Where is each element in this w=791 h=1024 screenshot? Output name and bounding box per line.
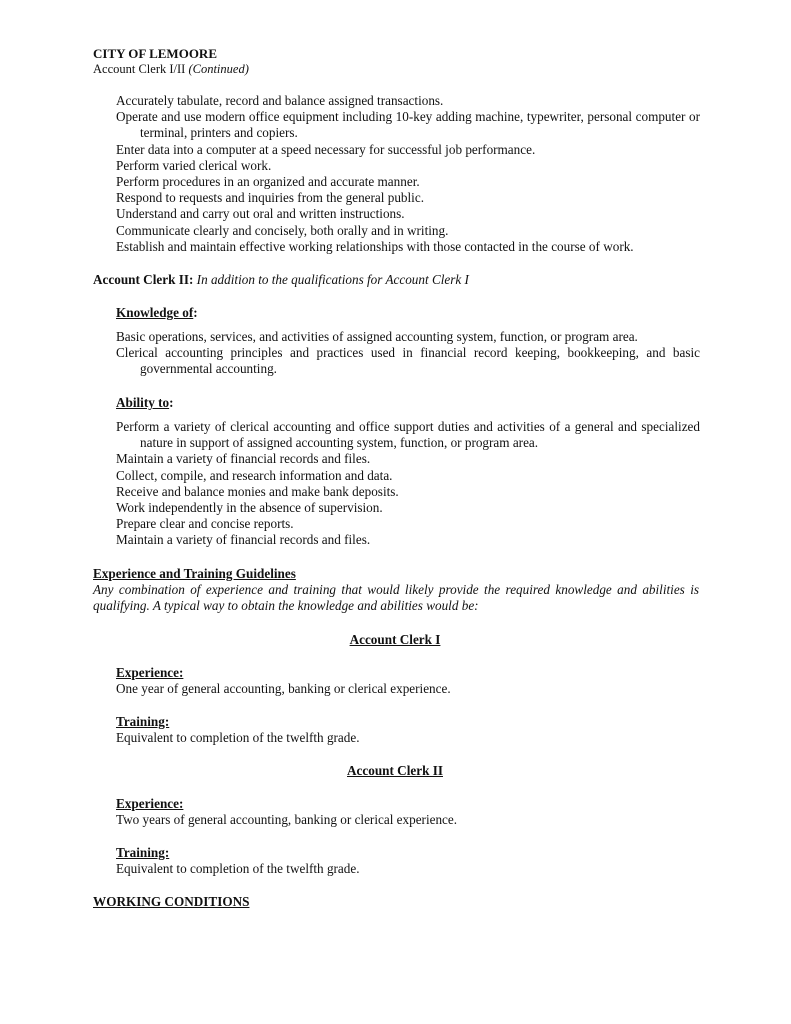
list-item: Work independently in the absence of supervision. <box>116 500 383 516</box>
clerk2-training-text: Equivalent to completion of the twelfth grade. <box>116 861 360 876</box>
ability-list-clerk1 <box>116 93 700 255</box>
list-item: Communicate clearly and concisely, both orally and in writing. <box>116 222 449 238</box>
header-subtitle <box>93 62 249 77</box>
list-item: Understand and carry out oral and written instructions. <box>116 206 405 222</box>
page-header <box>93 46 249 77</box>
working-conditions-heading: WORKING CONDITIONS <box>93 894 250 909</box>
list-item: Maintain a variety of financial records and files. <box>116 532 371 548</box>
list-item: Maintain a variety of financial records and files. <box>116 451 371 467</box>
clerk1-experience-label: Experience: <box>116 665 184 680</box>
list-item: Basic operations, services, and activities of assigned accounting system, function, or program area. <box>116 329 638 344</box>
ability-heading <box>116 395 174 411</box>
list-item: Collect, compile, and research information and data. <box>116 467 393 483</box>
clerk2-training-label: Training: <box>116 845 170 860</box>
clerk1-training-text: Equivalent to completion of the twelfth grade. <box>116 730 360 745</box>
list-item: Respond to requests and inquiries from the general public. <box>116 190 425 206</box>
header-subtitle-text: Account Clerk I/II <box>93 62 186 76</box>
ability-list-clerk2 <box>116 419 700 549</box>
clerk1-title: Account Clerk I <box>349 632 441 647</box>
list-item: Establish and maintain effective working relationships with those contacted in the course of work. <box>116 238 634 254</box>
knowledge-heading-text: Knowledge of <box>116 305 194 320</box>
list-item: Prepare clear and concise reports. <box>116 516 294 532</box>
header-title: CITY OF LEMOORE <box>93 46 217 61</box>
experience-training-intro: Any combination of experience and training that would likely provide the required knowledge and abilities is qualifying. A typical way to obtain the knowledge and abilities would be: <box>93 582 699 614</box>
list-item: Receive and balance monies and make bank deposits. <box>116 483 399 499</box>
list-item: Perform a variety of clerical accounting and office support duties and activities of a general and specialized nature in support of assigned accounting system, function, or program area. <box>116 419 700 451</box>
knowledge-heading-colon: : <box>193 305 198 320</box>
list-item: Operate and use modern office equipment including 10-key adding machine, typewriter, personal computer or terminal, printers and copiers. <box>116 109 700 141</box>
clerk1-training-label: Training: <box>116 714 170 729</box>
knowledge-list <box>116 329 700 378</box>
ability-heading-text: Ability to <box>116 395 170 410</box>
header-subtitle-note: (Continued) <box>188 62 249 76</box>
clerk2-note: In addition to the qualifications for Account Clerk I <box>196 272 469 287</box>
list-item: Clerical accounting principles and practices used in financial record keeping, bookkeeping, and basic governmental accounting. <box>116 345 700 377</box>
clerk2-experience-text: Two years of general accounting, banking or clerical experience. <box>116 812 458 827</box>
clerk2-experience-label: Experience: <box>116 796 184 811</box>
experience-training-heading: Experience and Training Guidelines <box>93 566 296 581</box>
list-item: Perform procedures in an organized and accurate manner. <box>116 174 420 190</box>
list-item: Perform varied clerical work. <box>116 157 272 173</box>
list-item: Enter data into a computer at a speed necessary for successful job performance. <box>116 141 536 157</box>
knowledge-heading <box>116 305 198 321</box>
clerk2-heading <box>93 272 469 288</box>
ability-heading-colon: : <box>169 395 174 410</box>
clerk2-title: Account Clerk II <box>347 763 443 778</box>
clerk1-experience-text: One year of general accounting, banking or clerical experience. <box>116 681 451 696</box>
clerk2-label: Account Clerk II: <box>93 272 194 287</box>
list-item: Accurately tabulate, record and balance assigned transactions. <box>116 93 444 108</box>
